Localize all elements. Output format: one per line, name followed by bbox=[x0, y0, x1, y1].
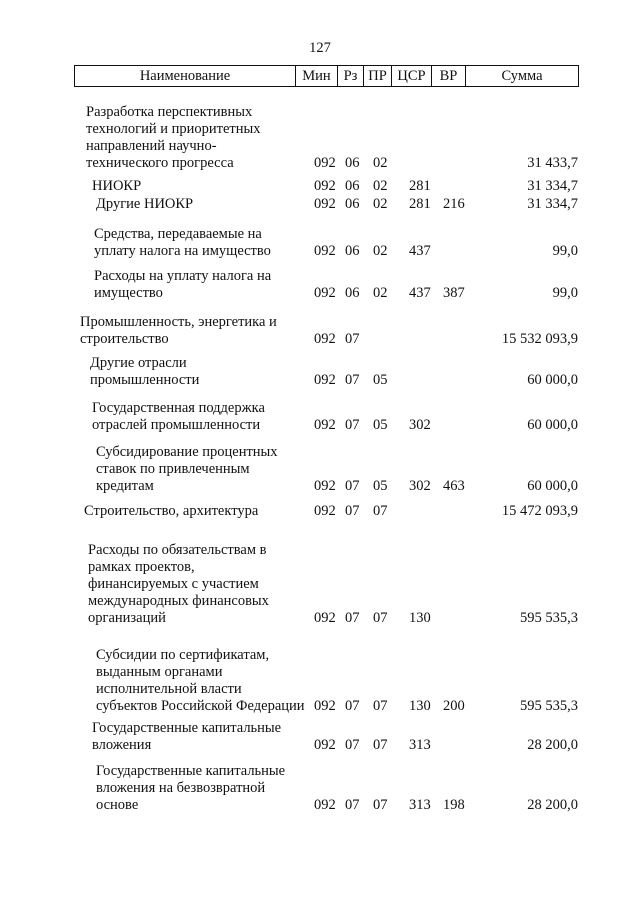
row-name-line: Другие отрасли bbox=[90, 355, 187, 371]
row-name-line: ставок по привлеченным bbox=[96, 461, 250, 477]
row-rz: 06 bbox=[345, 243, 360, 259]
row-vr: 463 bbox=[443, 478, 465, 494]
row-name bbox=[88, 542, 269, 627]
row-min: 092 bbox=[314, 285, 336, 301]
row-sum: 99,0 bbox=[552, 243, 578, 259]
row-min: 092 bbox=[314, 243, 336, 259]
row-name-line: Субсидии по сертификатам, bbox=[96, 647, 270, 663]
row-name-line: субъектов Российской Федерации bbox=[96, 698, 305, 714]
row-pr: 02 bbox=[373, 196, 388, 212]
row-min: 092 bbox=[314, 178, 336, 194]
row-rz: 07 bbox=[345, 331, 360, 347]
row-name-line: финансируемых с участием bbox=[88, 576, 259, 592]
row-rz: 06 bbox=[345, 155, 360, 171]
row-min: 092 bbox=[314, 737, 336, 753]
row-name-line: Строительство, архитектура bbox=[84, 503, 259, 519]
row-rz: 07 bbox=[345, 417, 360, 433]
row-name bbox=[80, 314, 277, 348]
row-name-line: Расходы на уплату налога на bbox=[94, 268, 272, 284]
row-vr: 216 bbox=[443, 196, 465, 212]
row-rz: 06 bbox=[345, 178, 360, 194]
row-sum: 60 000,0 bbox=[527, 372, 578, 388]
column-header-name: Наименование bbox=[139, 68, 231, 84]
row-name-line: Расходы по обязательствам в bbox=[88, 542, 267, 558]
row-name-line: исполнительной власти bbox=[96, 681, 242, 697]
row-pr: 07 bbox=[373, 737, 388, 753]
row-sum: 28 200,0 bbox=[527, 737, 578, 753]
row-name-line: Разработка перспективных bbox=[86, 104, 253, 120]
row-name bbox=[90, 355, 199, 389]
row-name-line: Промышленность, энергетика и bbox=[80, 314, 277, 330]
column-header-pr: ПР bbox=[363, 66, 391, 86]
row-name-line: технологий и приоритетных bbox=[86, 121, 261, 137]
row-vr: 200 bbox=[443, 698, 465, 714]
row-csr: 302 bbox=[409, 478, 431, 494]
row-rz: 06 bbox=[345, 285, 360, 301]
row-name-line: строительство bbox=[80, 331, 169, 347]
row-name bbox=[94, 268, 271, 302]
row-pr: 05 bbox=[373, 478, 388, 494]
row-vr: 198 bbox=[443, 797, 465, 813]
row-min: 092 bbox=[314, 503, 336, 519]
row-pr: 02 bbox=[373, 155, 388, 171]
row-min: 092 bbox=[314, 155, 336, 171]
row-csr: 130 bbox=[409, 610, 431, 626]
row-sum: 31 433,7 bbox=[527, 155, 578, 171]
row-name-line: Субсидирование процентных bbox=[96, 444, 278, 460]
row-sum: 595 535,3 bbox=[520, 698, 578, 714]
row-name-line: вложения bbox=[92, 737, 152, 753]
row-sum: 60 000,0 bbox=[527, 417, 578, 433]
row-csr: 281 bbox=[409, 196, 431, 212]
row-pr: 05 bbox=[373, 417, 388, 433]
row-pr: 05 bbox=[373, 372, 388, 388]
row-name-line: Государственные капитальные bbox=[96, 763, 286, 779]
column-header-vr: ВР bbox=[431, 66, 465, 86]
row-name-line: Средства, передаваемые на bbox=[94, 226, 262, 242]
row-name-line: промышленности bbox=[90, 372, 200, 388]
row-csr: 130 bbox=[409, 698, 431, 714]
row-name bbox=[96, 647, 305, 715]
row-name bbox=[92, 178, 141, 195]
row-name bbox=[96, 196, 193, 213]
row-name-line: НИОКР bbox=[92, 178, 142, 194]
row-min: 092 bbox=[314, 698, 336, 714]
row-sum: 31 334,7 bbox=[527, 196, 578, 212]
row-csr: 313 bbox=[409, 737, 431, 753]
row-sum: 31 334,7 bbox=[527, 178, 578, 194]
row-name-line: Государственные капитальные bbox=[92, 720, 282, 736]
row-name-line: основе bbox=[96, 797, 139, 813]
column-header-min: Мин bbox=[295, 66, 337, 86]
row-name bbox=[86, 104, 261, 172]
row-name bbox=[94, 226, 271, 260]
row-name bbox=[96, 444, 278, 495]
row-name-line: международных финансовых bbox=[88, 593, 269, 609]
row-name bbox=[84, 503, 258, 520]
row-vr: 387 bbox=[443, 285, 465, 301]
row-name-line: организаций bbox=[88, 610, 166, 626]
row-sum: 28 200,0 bbox=[527, 797, 578, 813]
row-name-line: отраслей промышленности bbox=[92, 417, 261, 433]
row-csr: 302 bbox=[409, 417, 431, 433]
row-sum: 99,0 bbox=[552, 285, 578, 301]
row-sum: 595 535,3 bbox=[520, 610, 578, 626]
row-pr: 07 bbox=[373, 503, 388, 519]
row-sum: 15 532 093,9 bbox=[501, 331, 578, 347]
row-rz: 07 bbox=[345, 503, 360, 519]
row-rz: 07 bbox=[345, 478, 360, 494]
row-pr: 02 bbox=[373, 285, 388, 301]
column-header-rz: Рз bbox=[337, 66, 363, 86]
table-header bbox=[74, 65, 579, 87]
row-name-line: рамках проектов, bbox=[88, 559, 195, 575]
row-csr: 313 bbox=[409, 797, 431, 813]
row-min: 092 bbox=[314, 372, 336, 388]
row-min: 092 bbox=[314, 610, 336, 626]
row-name-line: Государственная поддержка bbox=[92, 400, 265, 416]
row-name-line: Другие НИОКР bbox=[96, 196, 194, 212]
row-min: 092 bbox=[314, 417, 336, 433]
row-pr: 07 bbox=[373, 698, 388, 714]
row-rz: 06 bbox=[345, 196, 360, 212]
row-pr: 07 bbox=[373, 610, 388, 626]
row-name bbox=[92, 400, 265, 434]
row-sum: 60 000,0 bbox=[527, 478, 578, 494]
row-csr: 437 bbox=[409, 285, 431, 301]
row-name bbox=[92, 720, 281, 754]
column-header-csr: ЦСР bbox=[391, 66, 431, 86]
row-min: 092 bbox=[314, 331, 336, 347]
row-sum: 15 472 093,9 bbox=[501, 503, 578, 519]
page-number: 127 bbox=[309, 40, 331, 56]
row-csr: 437 bbox=[409, 243, 431, 259]
row-rz: 07 bbox=[345, 698, 360, 714]
row-min: 092 bbox=[314, 196, 336, 212]
row-min: 092 bbox=[314, 797, 336, 813]
row-name-line: вложения на безвозвратной bbox=[96, 780, 266, 796]
row-csr: 281 bbox=[409, 178, 431, 194]
row-name-line: имущество bbox=[94, 285, 163, 301]
row-pr: 07 bbox=[373, 797, 388, 813]
row-pr: 02 bbox=[373, 243, 388, 259]
row-name-line: уплату налога на имущество bbox=[94, 243, 271, 259]
row-name-line: технического прогресса bbox=[86, 155, 234, 171]
row-name-line: кредитам bbox=[96, 478, 154, 494]
row-rz: 07 bbox=[345, 737, 360, 753]
column-header-sum: Сумма bbox=[465, 66, 578, 86]
row-pr: 02 bbox=[373, 178, 388, 194]
row-rz: 07 bbox=[345, 797, 360, 813]
row-min: 092 bbox=[314, 478, 336, 494]
row-rz: 07 bbox=[345, 372, 360, 388]
row-rz: 07 bbox=[345, 610, 360, 626]
row-name-line: направлений научно- bbox=[86, 138, 217, 154]
row-name bbox=[96, 763, 285, 814]
row-name-line: выданным органами bbox=[96, 664, 223, 680]
